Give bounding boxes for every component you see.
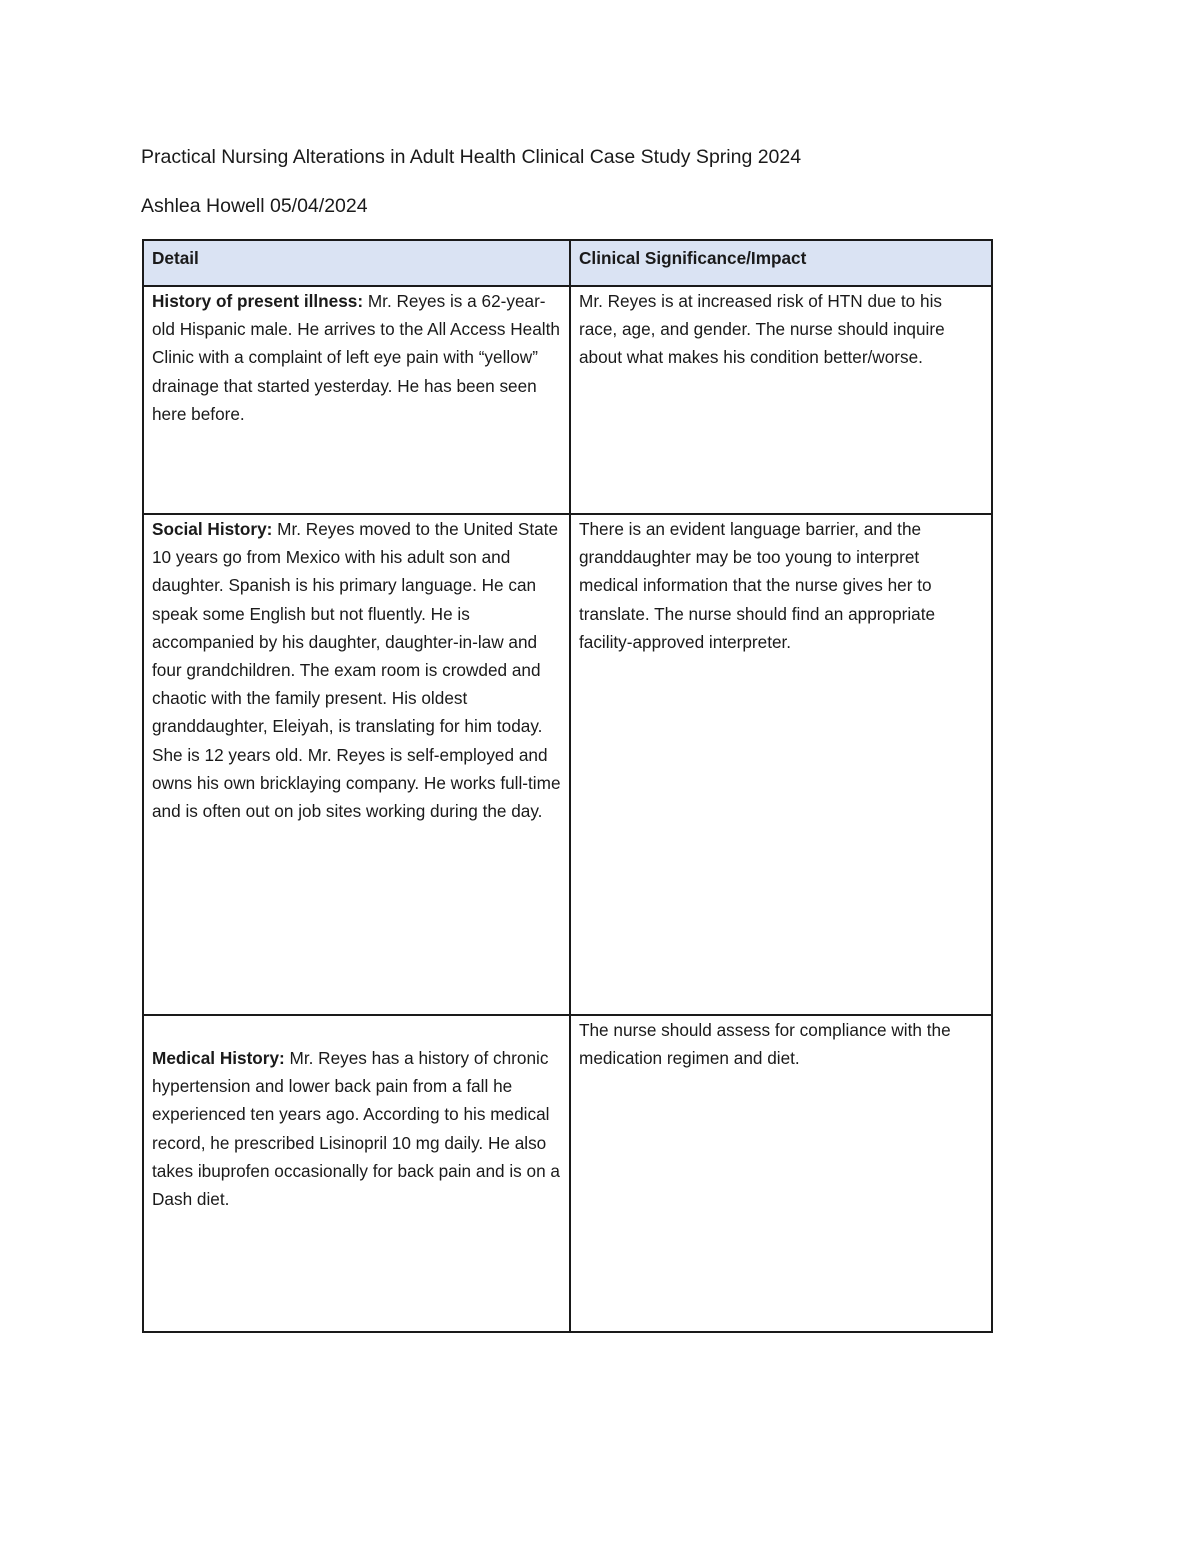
row-significance-text: Mr. Reyes is at increased risk of HTN due to his race, age, and gender. The nurse should inquire about what makes his condition better/worse. xyxy=(579,291,945,368)
table-header-row xyxy=(143,240,992,286)
detail-cell-history-present-illness xyxy=(143,286,570,514)
row-detail-text: Mr. Reyes is a 62-year-old Hispanic male. He arrives to the All Access Health Clinic with a complaint of left eye pain with “yellow” drainage that started yesterday. He has been seen here before. xyxy=(152,291,560,424)
case-study-table xyxy=(142,239,993,1333)
header-detail: Detail xyxy=(143,240,570,286)
document-title: Practical Nursing Alterations in Adult Health Clinical Case Study Spring 2024 xyxy=(141,146,802,168)
detail-cell-medical-history xyxy=(143,1015,570,1332)
row-detail-text: Mr. Reyes moved to the United State 10 years go from Mexico with his adult son and daughter. Spanish is his primary language. He can speak some English but not fluently. He is accompanied by his daughter, daughter-in-law and four grandchildren. The exam room is crowded and chaotic with the family present. His oldest granddaughter, Eleiyah, is translating for him today. She is 12 years old. Mr. Reyes is self-employed and owns his own bricklaying company. He works full-time and is often out on job sites working during the day. xyxy=(152,519,561,822)
blank-line xyxy=(152,1016,561,1044)
table-row xyxy=(143,514,992,1015)
author-date-line: Ashlea Howell 05/04/2024 xyxy=(141,195,368,217)
row-label: Medical History: xyxy=(152,1048,285,1068)
row-label: Social History: xyxy=(152,519,273,539)
table-row xyxy=(143,286,992,514)
row-significance-text: There is an evident language barrier, and the granddaughter may be too young to interpret medical information that the nurse gives her to translate. The nurse should find an appropriate facility-approved interpreter. xyxy=(579,519,936,652)
significance-cell-medical-history xyxy=(570,1015,992,1332)
detail-cell-social-history xyxy=(143,514,570,1015)
row-label: History of present illness: xyxy=(152,291,364,311)
header-clinical-significance: Clinical Significance/Impact xyxy=(570,240,992,286)
significance-cell-history-present-illness xyxy=(570,286,992,514)
row-significance-text: The nurse should assess for compliance with the medication regimen and diet. xyxy=(579,1020,951,1069)
table-row xyxy=(143,1015,992,1332)
significance-cell-social-history xyxy=(570,514,992,1015)
row-detail-text: Mr. Reyes has a history of chronic hypertension and lower back pain from a fall he experienced ten years ago. According to his medical record, he prescribed Lisinopril 10 mg daily. He also takes ibuprofen occasionally for back pain and is on a Dash diet. xyxy=(152,1048,560,1210)
